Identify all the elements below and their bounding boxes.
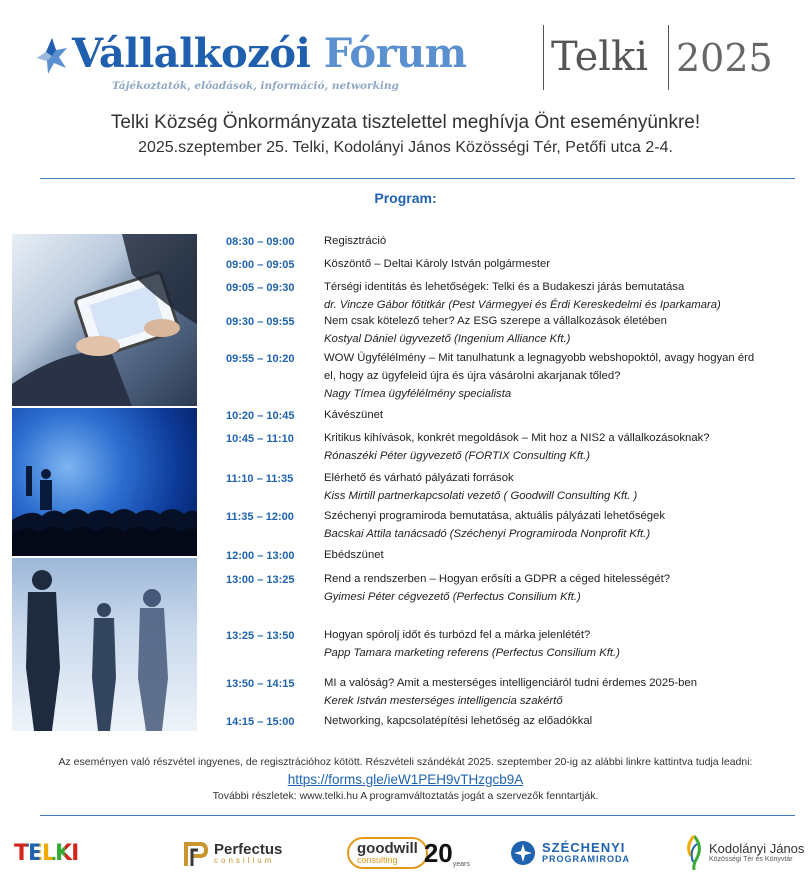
session-title: Térségi identitás és lehetőségek: Telki és a Budakeszi járás bemutatása — [324, 281, 685, 293]
schedule-entry — [324, 278, 804, 314]
event-header — [0, 10, 811, 100]
session-speaker: Papp Tamara marketing referens (Perfectus Consilium Kft.) — [324, 647, 620, 659]
session-speaker: Bacskai Attila tanácsadó (Széchenyi Programiroda Nonprofit Kft.) — [324, 528, 651, 540]
session-title: Hogyan spórolj időt és turbózd fel a márka jelenlétét? — [324, 629, 591, 641]
business-people-photo — [12, 558, 197, 731]
perfectus-sub: consilium — [214, 855, 275, 865]
schedule-time: 11:10 – 11:35 — [226, 473, 294, 485]
session-title: Regisztráció — [324, 235, 387, 247]
session-title: Ebédszünet — [324, 549, 384, 561]
schedule-time: 10:20 – 10:45 — [226, 410, 295, 422]
schedule-entry — [324, 349, 764, 403]
divider-rule — [40, 815, 795, 816]
schedule-time: 09:05 – 09:30 — [226, 282, 295, 294]
kodolanyi-logo — [683, 830, 804, 876]
goodwill-name: goodwill — [357, 840, 418, 857]
session-title: Kávészünet — [324, 409, 384, 421]
schedule-time: 09:00 – 09:05 — [226, 259, 295, 271]
schedule-time: 11:35 – 12:00 — [226, 511, 294, 523]
session-title: Köszöntő – Deltai Károly István polgármester — [324, 258, 551, 270]
szechenyi-logo — [510, 830, 630, 876]
kodolanyi-line1: Kodolányi János — [709, 841, 805, 856]
invitation-line: Telki Község Önkormányzata tisztelettel meghívja Önt eseményünkre! — [110, 112, 701, 133]
header-divider — [543, 25, 544, 90]
szechenyi-emblem-icon — [510, 840, 536, 866]
goodwill-tag: years — [452, 861, 470, 868]
goodwill-anniversary: 20 — [423, 837, 453, 868]
registration-link[interactable]: https://forms.gle/ieW1PEH9vTHzgcb9A — [287, 772, 524, 787]
schedule-time: 09:55 – 10:20 — [226, 353, 295, 365]
kodolanyi-line2: Közösségi Tér és Könyvtár — [709, 856, 793, 864]
session-speaker: Rónaszéki Péter ügyvezető (FORTIX Consulting Kft.) — [324, 450, 591, 462]
telki-logo-text: TELKI — [14, 840, 79, 866]
schedule-time: 12:00 – 13:00 — [226, 550, 295, 562]
event-title-part2: Fórum — [323, 30, 467, 77]
event-subtitle: Tájékoztatók, előadások, információ, networking — [112, 80, 399, 92]
event-location: Telki — [551, 34, 649, 80]
szechenyi-line1: SZÉCHENYI — [542, 839, 626, 855]
schedule-time: 13:00 – 13:25 — [226, 574, 295, 586]
session-speaker: Gyimesi Péter cégvezető (Perfectus Consilium Kft.) — [324, 591, 581, 603]
session-title: WOW Ügyfélélmény – Mit tanulhatunk a legnagyobb webshopoktól, avagy hogyan érd el, hogy az ügyfeleid újra és újra vásárolni akarjanak tőled? — [324, 352, 755, 382]
schedule-entry — [324, 674, 804, 710]
schedule-entry — [324, 255, 804, 273]
schedule-entry — [324, 406, 804, 424]
perfectus-emblem-icon — [182, 838, 208, 868]
schedule-entry — [324, 626, 804, 662]
session-title: Rend a rendszerben – Hogyan erősíti a GDPR a céged hitelességét? — [324, 573, 671, 585]
schedule-entry — [324, 546, 804, 564]
event-title — [72, 30, 467, 77]
schedule-entry — [324, 312, 804, 348]
session-title: Széchenyi programiroda bemutatása, aktuális pályázati lehetőségek — [324, 510, 665, 522]
event-title-part1: Vállalkozói — [72, 30, 324, 77]
program-heading: Program: — [374, 190, 437, 206]
tablet-business-photo — [12, 234, 197, 406]
session-speaker: dr. Vincze Gábor főtitkár (Pest Vármegyei és Érdi Kereskedelmi és Iparkamara) — [324, 299, 721, 311]
perfectus-name: Perfectus — [214, 840, 283, 858]
schedule-time: 14:15 – 15:00 — [226, 716, 295, 728]
schedule-entry — [324, 232, 804, 250]
schedule-entry — [324, 507, 804, 543]
session-title: Kritikus kihívások, konkrét megoldások – Mit hoz a NIS2 a vállalkozásoknak? — [324, 432, 710, 444]
schedule-entry — [324, 429, 804, 465]
perfectus-logo — [182, 830, 282, 876]
schedule-entry — [324, 570, 804, 606]
session-speaker: Nagy Tímea ügyfélélmény specialista — [324, 388, 512, 400]
registration-note: Az eseményen való részvétel ingyenes, de regisztrációhoz kötött. Részvételi szándékát 2025. szeptember 20-ig az alábbi linkre kattintva tudja leadni: — [58, 756, 753, 768]
schedule-time: 10:45 – 11:10 — [226, 433, 294, 445]
session-speaker: Kostyal Dániel ügyvezető (Ingenium Alliance Kft.) — [324, 333, 571, 345]
session-title: Nem csak kötelező teher? Az ESG szerepe a vállalkozások életében — [324, 315, 667, 327]
details-note: További részletek: www.telki.hu A programváltoztatás jogát a szervezők fenntartják. — [212, 790, 599, 802]
leaf-emblem-icon — [683, 834, 705, 872]
schedule-time: 13:25 – 13:50 — [226, 630, 295, 642]
session-title: Elérhető és várható pályázati források — [324, 472, 514, 484]
header-divider — [668, 25, 669, 90]
szechenyi-line2: PROGRAMIRODA — [542, 854, 630, 865]
session-title: MI a valóság? Amit a mesterséges intelligenciáról tudni érdemes 2025-ben — [324, 677, 698, 689]
session-speaker: Kerek István mesterséges intelligencia szakértő — [324, 695, 563, 707]
event-year: 2025 — [676, 36, 773, 80]
schedule-entry — [324, 712, 804, 730]
schedule-time: 09:30 – 09:55 — [226, 316, 295, 328]
conference-speaker-photo — [12, 408, 197, 556]
star-logo-icon — [36, 36, 68, 76]
telki-logo — [14, 830, 78, 876]
goodwill-logo — [347, 830, 470, 876]
session-title: Networking, kapcsolatépítési lehetőség az előadókkal — [324, 715, 593, 727]
event-date-venue: 2025.szeptember 25. Telki, Kodolányi János Közösségi Tér, Petőfi utca 2-4. — [138, 139, 673, 156]
session-speaker: Kiss Mirtill partnerkapcsolati vezető ( Goodwill Consulting Kft. ) — [324, 490, 638, 502]
schedule-entry — [324, 469, 804, 505]
schedule-time: 13:50 – 14:15 — [226, 678, 295, 690]
schedule-time: 08:30 – 09:00 — [226, 236, 295, 248]
divider-rule — [40, 178, 795, 179]
goodwill-sub: consulting — [357, 855, 398, 865]
